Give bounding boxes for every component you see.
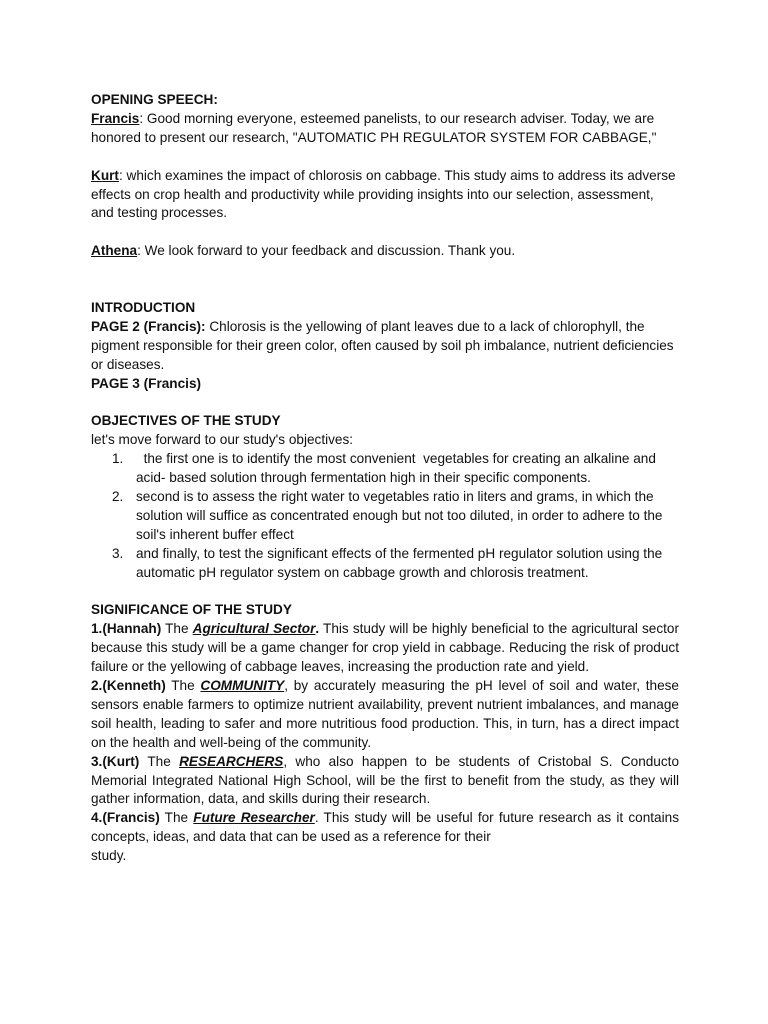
significance-term: Agricultural Sector xyxy=(192,621,316,637)
athena-text: : We look forward to your feedback and discussion. Thank you. xyxy=(137,243,516,259)
significance-term: COMMUNITY xyxy=(200,678,285,694)
significance-text: , who also happen to be students of Cristobal S. Conducto Memorial Integrated National High School, will be the first to benefit from the study, as they will gather information, data, and skills during their research. xyxy=(91,753,680,807)
francis-text: : Good morning everyone, esteemed panelists, to our research adviser. Today, we are honored to present our research, "AUTOMATIC PH REGULATOR SYSTEM FOR CABBAGE," xyxy=(91,110,657,145)
objective-item xyxy=(112,545,679,583)
objective-number: 2. xyxy=(112,488,124,504)
document-content xyxy=(91,91,679,866)
page3-label: PAGE 3 (Francis) xyxy=(91,375,202,391)
significance-label: 4.(Francis) xyxy=(91,810,160,826)
objectives-list xyxy=(91,450,679,582)
significance-heading: SIGNIFICANCE OF THE STUDY xyxy=(91,602,292,618)
objective-number: 1. xyxy=(112,451,124,467)
page2-paragraph xyxy=(91,318,679,375)
objective-text: and finally, to test the significant effects of the fermented pH regulator solution using the automatic pH regulator system on cabbage growth and chlorosis treatment. xyxy=(136,545,663,580)
athena-paragraph xyxy=(91,242,679,261)
significance-term: RESEARCHERS xyxy=(179,753,284,769)
significance-text: This study will be highly beneficial to the agricultural sector because this study will be a game changer for crop yield in cabbage. Reducing the risk of product failure or the yellowing of cabbage leaves, increasing the production rate and yield. xyxy=(91,621,679,675)
significance-the: The xyxy=(139,753,180,769)
page2-text: Chlorosis is the yellowing of plant leaves due to a lack of chlorophyll, the pigment responsible for their green color, often caused by soil ph imbalance, nutrient deficiencies or diseases. xyxy=(91,318,674,372)
speaker-kurt: Kurt xyxy=(91,167,119,183)
significance-term-suffix: . xyxy=(315,621,320,637)
page2-label: PAGE 2 (Francis): xyxy=(91,318,206,334)
francis-paragraph xyxy=(91,110,679,148)
objective-text: the first one is to identify the most convenient vegetables for creating an alkaline and acid- based solution through fermentation high in their specific components. xyxy=(136,451,660,486)
significance-label: 2.(Kenneth) xyxy=(91,678,166,694)
significance-item xyxy=(91,809,679,847)
significance-the: The xyxy=(159,810,194,826)
kurt-text: : which examines the impact of chlorosis on cabbage. This study aims to address its adverse effects on crop health and productivity while providing insights into our selection, assessment, and testing processes. xyxy=(91,167,676,221)
significance-term: Future Researcher xyxy=(193,810,315,826)
significance-the: The xyxy=(165,678,201,694)
significance-label-paren: (Kurt) xyxy=(102,753,140,769)
significance-item xyxy=(91,677,679,753)
objectives-intro: let's move forward to our study's objectives: xyxy=(91,432,354,448)
significance-the: The xyxy=(161,621,193,637)
speaker-francis: Francis xyxy=(91,110,140,126)
significance-text: , by accurately measuring the pH level of soil and water, these sensors enable farmers to optimize nutrient availability, prevent nutrient imbalances, and manage soil health, leading to safer and more nutritious food production. This, in turn, has a direct impact on the health and well-being of the community. xyxy=(91,678,679,750)
significance-last-line: study. xyxy=(91,848,127,864)
significance-label: 1.(Hannah) xyxy=(91,621,162,637)
kurt-paragraph xyxy=(91,167,679,224)
objective-item xyxy=(112,450,679,488)
objectives-heading: OBJECTIVES OF THE STUDY xyxy=(91,413,281,429)
objective-number: 3. xyxy=(112,545,124,561)
speaker-athena: Athena xyxy=(91,243,138,259)
introduction-heading: INTRODUCTION xyxy=(91,299,196,315)
objective-item xyxy=(112,488,679,545)
significance-label: 3. xyxy=(91,753,103,769)
objective-text: second is to assess the right water to vegetables ratio in liters and grams, in which the solution will suffice as concentrated enough but not too diluted, in order to adhere to the soil's inherent buffer effect xyxy=(136,488,663,542)
significance-item xyxy=(91,753,679,810)
opening-heading: OPENING SPEECH: xyxy=(91,92,218,107)
significance-text: . This study will be useful for future research as it contains concepts, ideas, and data that can be used as a reference for their xyxy=(91,810,679,845)
significance-item xyxy=(91,620,679,677)
